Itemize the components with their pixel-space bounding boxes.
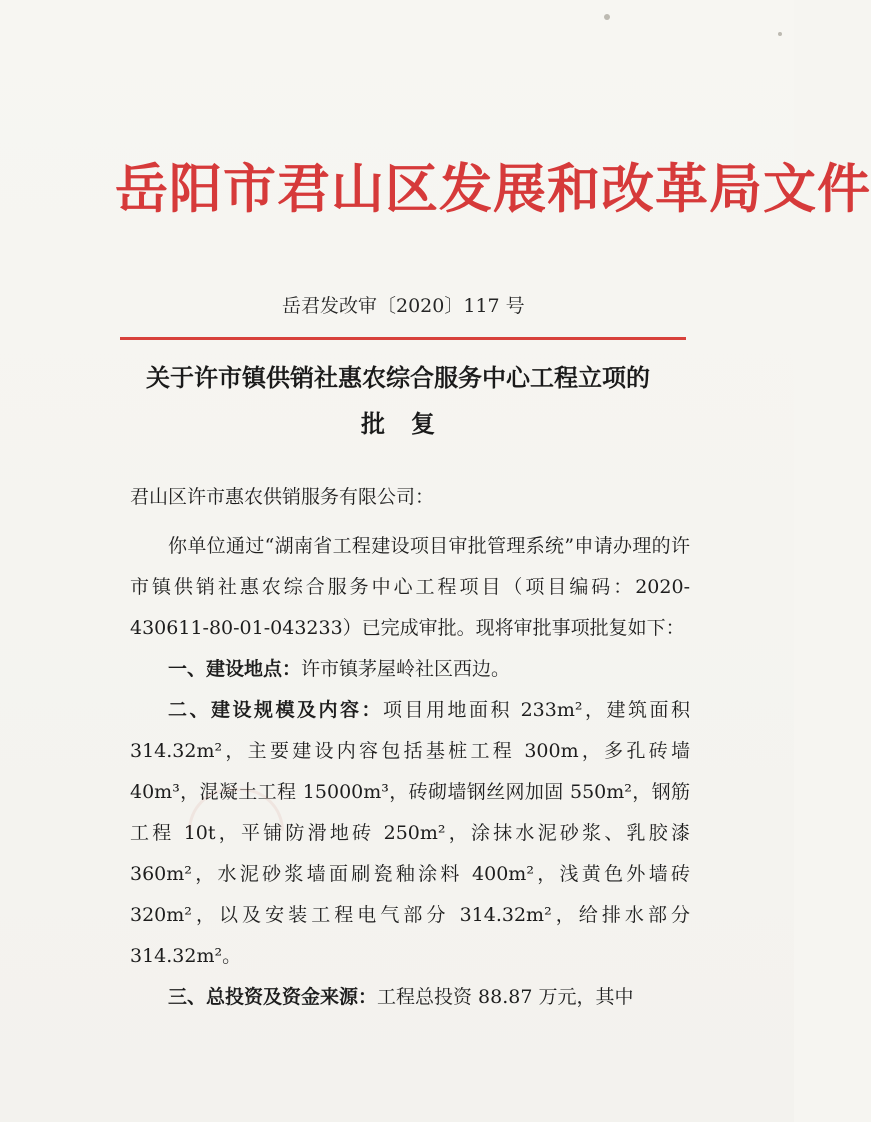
document-title: [120, 355, 676, 447]
document-number: 岳君发改审〔2020〕117 号: [282, 295, 525, 317]
section-location: [130, 649, 690, 690]
document-body: [130, 526, 690, 1018]
section-text: 许市镇茅屋岭社区西边。: [301, 658, 511, 680]
section-text: 工程总投资 88.87 万元，其中: [377, 986, 634, 1008]
section-text: 项目用地面积 233m²，建筑面积 314.32m²，主要建设内容包括基桩工程 300m，多孔砖墙 40m³，混凝土工程 15000m³，砖砌墙钢丝网加固 550m²，钢筋工程 10t，平铺防滑地砖 250m²，涂抹水泥砂浆、乳胶漆 360m²，水泥砂浆墙面刷瓷釉涂料 400m²，浅黄色外墙砖 320m²，以及安装工程电气部分 314.32m²，给排水部分 314.32m²。: [130, 699, 690, 967]
document-title-line-2: 批复: [361, 410, 461, 438]
salutation: 君山区许市惠农供销服务有限公司：: [130, 486, 435, 508]
document-title-line-1: 关于许市镇供销社惠农综合服务中心工程立项的: [146, 364, 650, 392]
intro-paragraph: 你单位通过“湖南省工程建设项目审批管理系统”申请办理的许市镇供销社惠农综合服务中心工程项目（项目编码：2020-430611-80-01-043233）已完成审批。现将审批事项批复如下：: [130, 535, 690, 639]
agency-file-title: 岳阳市君山区发展和改革局文件: [115, 159, 871, 220]
punch-mark: [778, 32, 782, 36]
section-heading: 三、总投资及资金来源：: [168, 986, 378, 1008]
red-separator-line: [120, 337, 686, 340]
section-investment: [130, 977, 690, 1018]
section-heading: 二、建设规模及内容：: [168, 699, 384, 721]
section-heading: 一、建设地点：: [168, 658, 302, 680]
punch-mark: [604, 14, 610, 20]
section-scale: [130, 690, 690, 977]
